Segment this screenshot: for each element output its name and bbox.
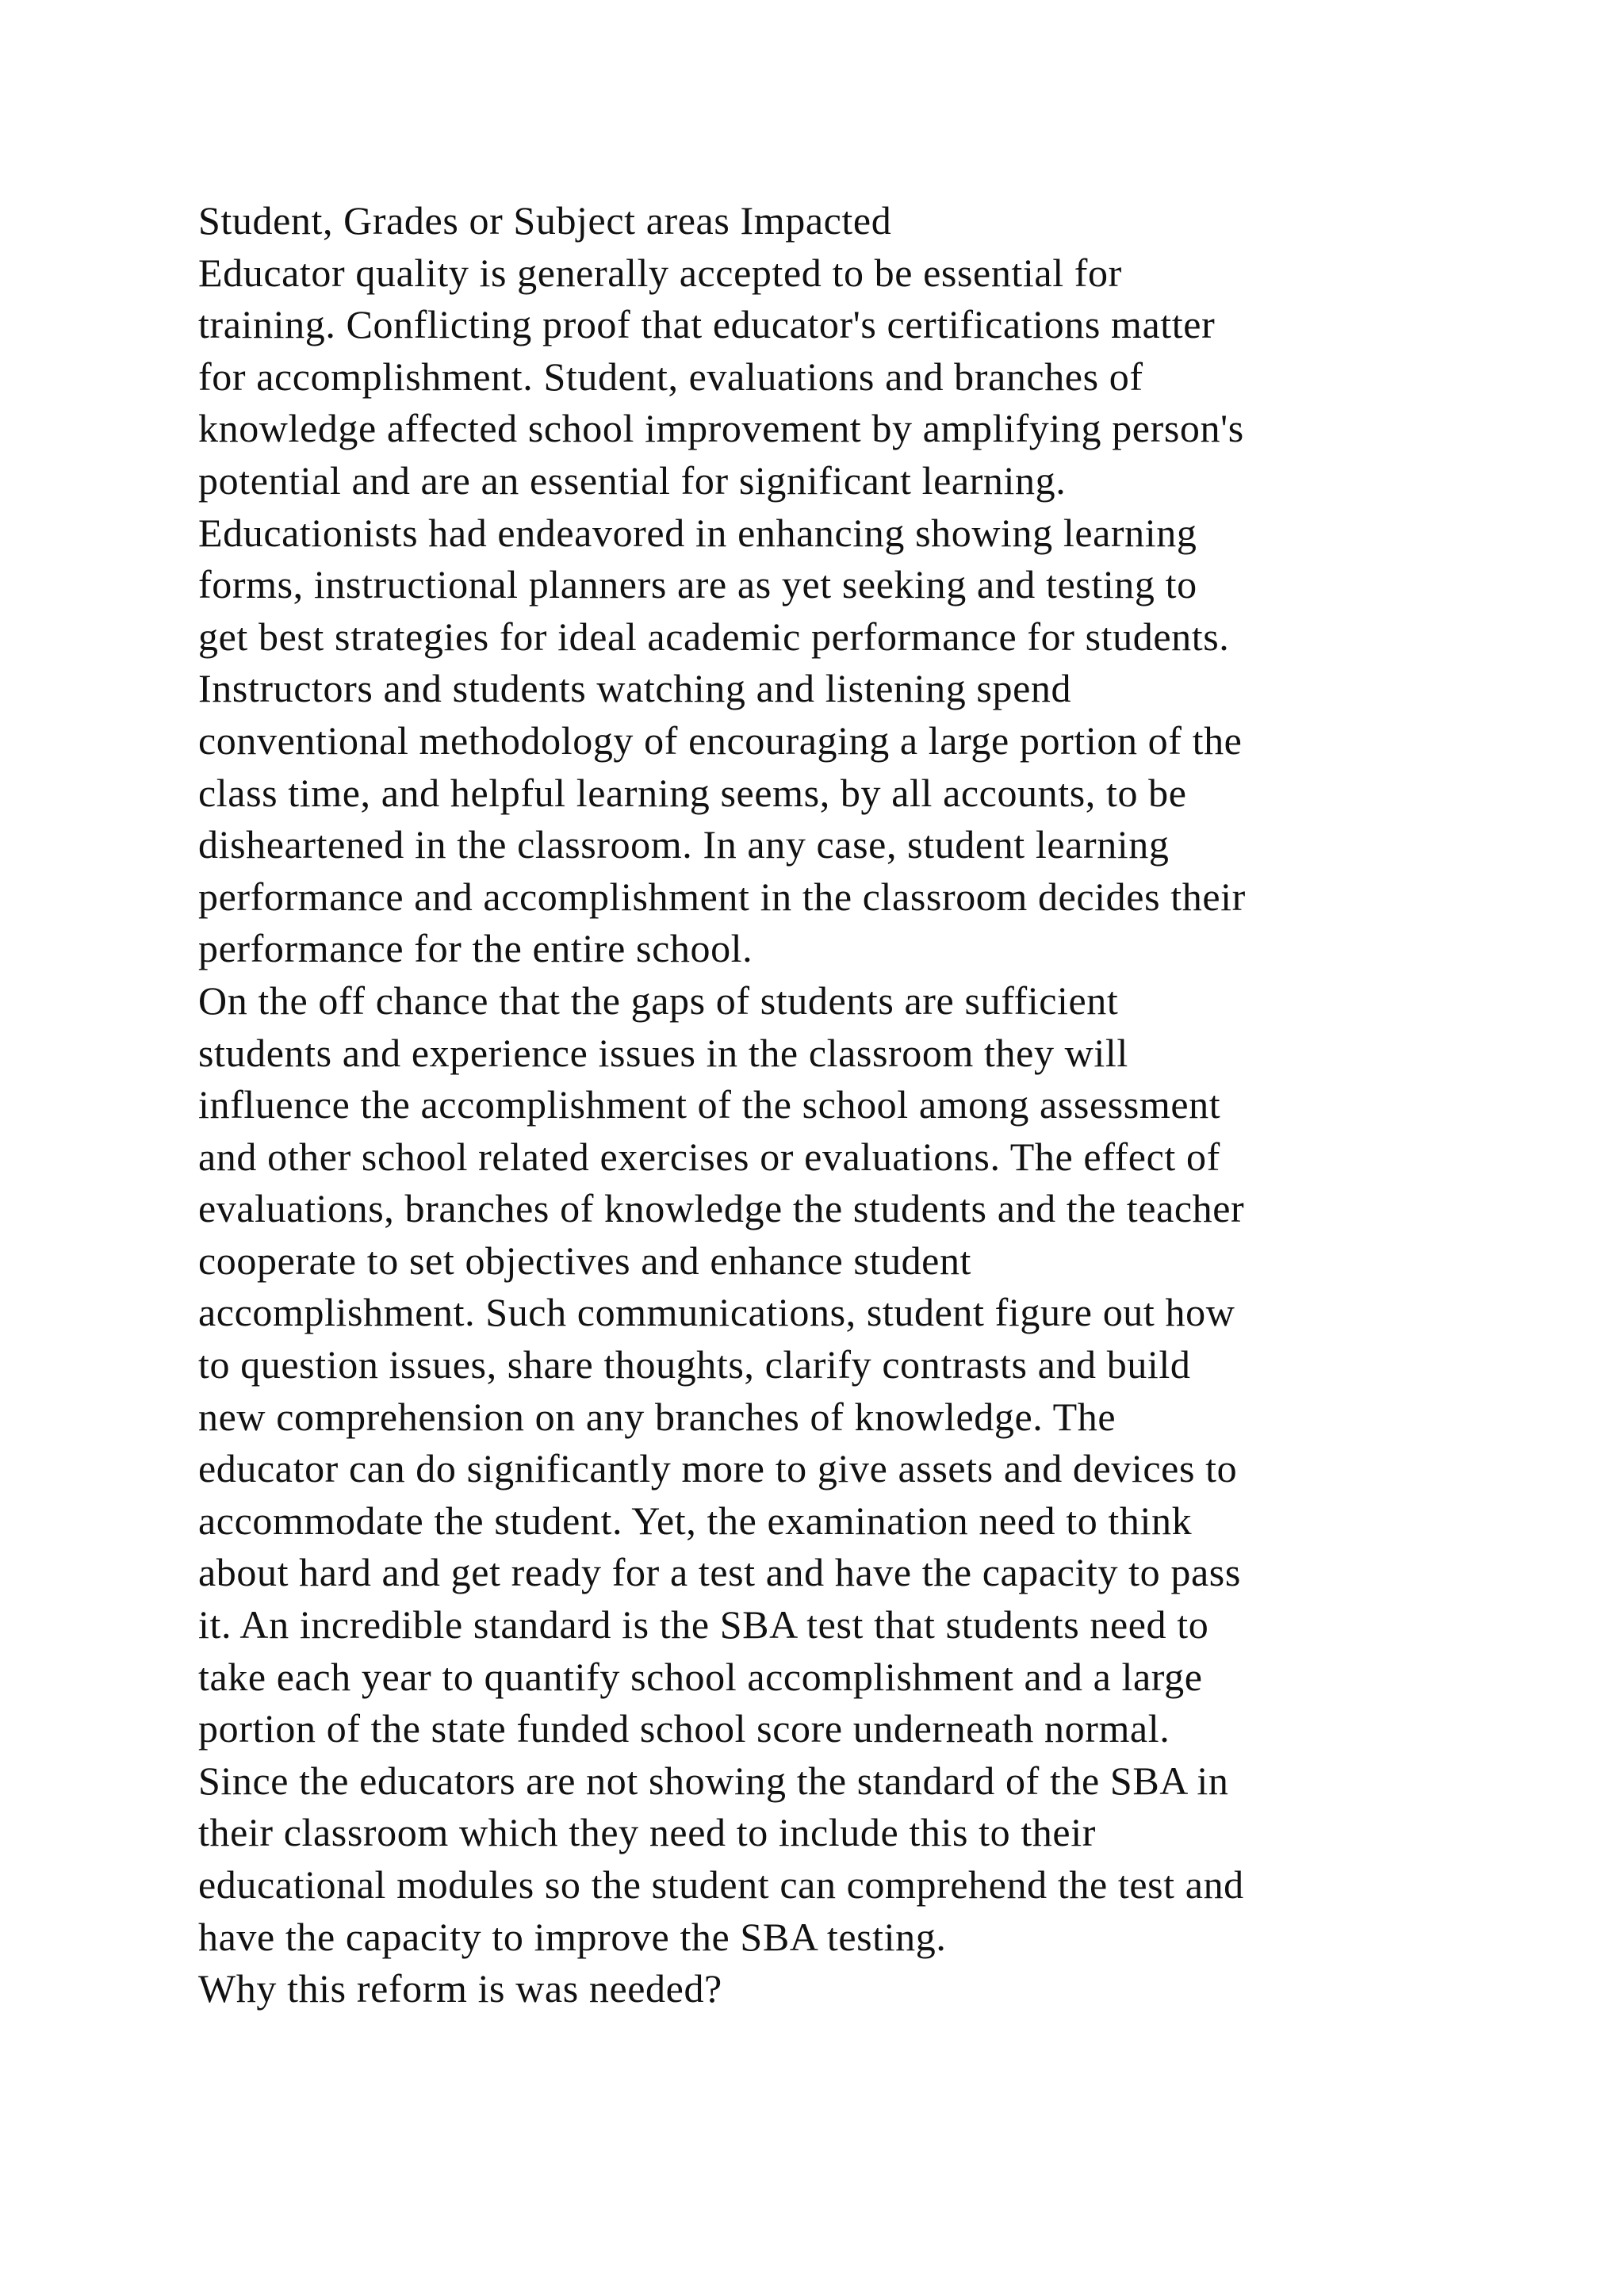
text-line: conventional methodology of encouraging a large portion of the (198, 718, 1243, 763)
text-line: On the off chance that the gaps of students are sufficient (198, 978, 1119, 1023)
text-line: training. Conflicting proof that educator's certifications matter (198, 302, 1216, 347)
text-line: take each year to quantify school accomplishment and a large (198, 1654, 1203, 1699)
text-line: class time, and helpful learning seems, by all accounts, to be (198, 770, 1187, 815)
text-line: about hard and get ready for a test and have the capacity to pass (198, 1550, 1241, 1595)
section-heading: Student, Grades or Subject areas Impacted (198, 198, 892, 243)
text-line: have the capacity to improve the SBA testing. (198, 1914, 947, 1959)
text-line: their classroom which they need to include this to their (198, 1810, 1096, 1855)
text-line: knowledge affected school improvement by amplifying person's (198, 406, 1244, 451)
text-line: accomplishment. Such communications, student figure out how (198, 1290, 1235, 1335)
text-line: influence the accomplishment of the school among assessment (198, 1082, 1221, 1127)
text-line: and other school related exercises or evaluations. The effect of (198, 1134, 1220, 1179)
text-line: disheartened in the classroom. In any case, student learning (198, 822, 1170, 867)
text-line: portion of the state funded school score underneath normal. (198, 1706, 1170, 1751)
text-line: Instructors and students watching and listening spend (198, 666, 1072, 711)
text-line: for accomplishment. Student, evaluations and branches of (198, 354, 1143, 399)
text-line: potential and are an essential for significant learning. (198, 457, 1067, 503)
text-line: Since the educators are not showing the standard of the SBA in (198, 1758, 1229, 1803)
text-line: educator can do significantly more to give assets and devices to (198, 1446, 1238, 1491)
text-line: to question issues, share thoughts, clarify contrasts and build (198, 1342, 1191, 1387)
text-line: cooperate to set objectives and enhance student (198, 1238, 972, 1283)
text-line: get best strategies for ideal academic performance for students. (198, 614, 1230, 659)
text-line: educational modules so the student can comprehend the test and (198, 1862, 1244, 1907)
text-line: accommodate the student. Yet, the examination need to think (198, 1498, 1193, 1543)
text-line: new comprehension on any branches of knowledge. The (198, 1394, 1116, 1439)
text-line: forms, instructional planners are as yet seeking and testing to (198, 562, 1197, 607)
text-line: Educationists had endeavored in enhancing showing learning (198, 510, 1197, 555)
document-body (198, 195, 1499, 2015)
question-line: Why this reform is was needed? (198, 1966, 722, 2011)
text-line: Educator quality is generally accepted to be essential for (198, 250, 1122, 295)
text-line: students and experience issues in the classroom they will (198, 1030, 1128, 1075)
text-line: it. An incredible standard is the SBA test that students need to (198, 1602, 1209, 1647)
text-line: performance for the entire school. (198, 926, 753, 971)
text-line: evaluations, branches of knowledge the students and the teacher (198, 1186, 1245, 1231)
text-line: performance and accomplishment in the classroom decides their (198, 874, 1246, 919)
